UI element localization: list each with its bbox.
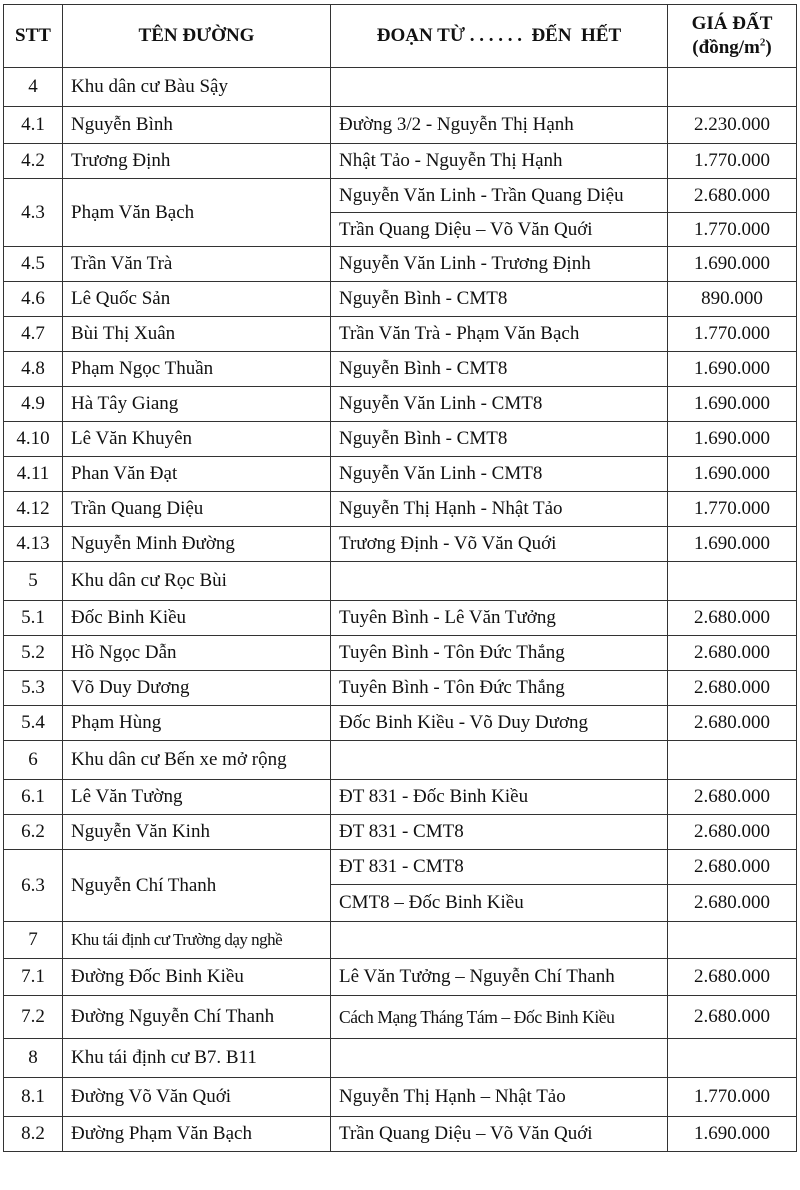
header-segment: ĐOẠN TỪ . . . . . . ĐẾN HẾT <box>331 5 668 68</box>
row-price: 2.680.000 <box>668 959 797 996</box>
row-street-name: Trần Quang Diệu <box>63 492 331 527</box>
group-segment-empty <box>331 68 668 107</box>
row-stt: 4.2 <box>4 144 63 179</box>
row-street-name: Võ Duy Dương <box>63 671 331 706</box>
table-row <box>4 1117 797 1152</box>
table-row <box>4 706 797 741</box>
group-price-empty <box>668 741 797 780</box>
row-price: 1.770.000 <box>668 1078 797 1117</box>
land-price-table <box>3 4 797 1152</box>
row-street-name: Lê Quốc Sản <box>63 282 331 317</box>
row-stt: 5.1 <box>4 601 63 636</box>
row-segment: Nguyễn Bình - CMT8 <box>331 282 668 317</box>
row-street-name: Đường Võ Văn Quới <box>63 1078 331 1117</box>
row-street-name: Hồ Ngọc Dẫn <box>63 636 331 671</box>
row-price: 2.680.000 <box>668 815 797 850</box>
row-price: 2.680.000 <box>668 780 797 815</box>
row-street-name: Nguyễn Minh Đường <box>63 527 331 562</box>
group-name: Khu tái định cư Trường dạy nghề <box>63 922 331 959</box>
row-street-name: Đường Nguyễn Chí Thanh <box>63 996 331 1039</box>
row-price: 1.770.000 <box>668 492 797 527</box>
row-segment: Cách Mạng Tháng Tám – Đốc Binh Kiều <box>331 996 668 1039</box>
group-price-empty <box>668 1039 797 1078</box>
row-stt: 6.3 <box>4 850 63 922</box>
row-segment: Lê Văn Tưởng – Nguyễn Chí Thanh <box>331 959 668 996</box>
row-price: 2.680.000 <box>668 850 797 885</box>
table-row <box>4 387 797 422</box>
row-stt: 4.7 <box>4 317 63 352</box>
group-stt: 5 <box>4 562 63 601</box>
header-street-name: TÊN ĐƯỜNG <box>63 5 331 68</box>
group-stt: 8 <box>4 1039 63 1078</box>
row-street-name: Đốc Binh Kiều <box>63 601 331 636</box>
row-price: 1.690.000 <box>668 527 797 562</box>
row-price: 2.680.000 <box>668 179 797 213</box>
row-segment: Tuyên Bình - Lê Văn Tưởng <box>331 601 668 636</box>
group-price-empty <box>668 922 797 959</box>
row-street-name: Phạm Văn Bạch <box>63 179 331 247</box>
table-row <box>4 144 797 179</box>
row-stt: 4.10 <box>4 422 63 457</box>
table-row <box>4 179 797 213</box>
row-segment: Nhật Tảo - Nguyễn Thị Hạnh <box>331 144 668 179</box>
row-stt: 7.2 <box>4 996 63 1039</box>
table-row <box>4 959 797 996</box>
group-row <box>4 1039 797 1078</box>
row-stt: 4.5 <box>4 247 63 282</box>
header-price-line1: GIÁ ĐẤT <box>691 13 773 34</box>
group-name: Khu tái định cư B7. B11 <box>63 1039 331 1078</box>
row-price: 2.680.000 <box>668 671 797 706</box>
row-segment: Nguyễn Bình - CMT8 <box>331 352 668 387</box>
group-row <box>4 922 797 959</box>
row-street-name: Nguyễn Bình <box>63 107 331 144</box>
row-stt: 8.1 <box>4 1078 63 1117</box>
table-row <box>4 422 797 457</box>
row-street-name: Phan Văn Đạt <box>63 457 331 492</box>
table-row <box>4 636 797 671</box>
row-street-name: Phạm Hùng <box>63 706 331 741</box>
table-row <box>4 317 797 352</box>
group-row <box>4 68 797 107</box>
group-stt: 6 <box>4 741 63 780</box>
row-segment: Trần Quang Diệu – Võ Văn Quới <box>331 1117 668 1152</box>
table-row <box>4 457 797 492</box>
row-segment: Tuyên Bình - Tôn Đức Thắng <box>331 671 668 706</box>
row-street-name: Đường Đốc Binh Kiều <box>63 959 331 996</box>
table-row <box>4 996 797 1039</box>
row-price: 2.680.000 <box>668 636 797 671</box>
row-segment: Nguyễn Văn Linh - Trương Định <box>331 247 668 282</box>
row-street-name: Hà Tây Giang <box>63 387 331 422</box>
table-row <box>4 107 797 144</box>
row-stt: 4.3 <box>4 179 63 247</box>
row-segment: Nguyễn Thị Hạnh - Nhật Tảo <box>331 492 668 527</box>
row-price: 1.690.000 <box>668 247 797 282</box>
row-price: 1.690.000 <box>668 352 797 387</box>
row-stt: 4.11 <box>4 457 63 492</box>
row-segment: Nguyễn Văn Linh - CMT8 <box>331 457 668 492</box>
row-price: 1.770.000 <box>668 317 797 352</box>
table-row <box>4 1078 797 1117</box>
row-price: 2.680.000 <box>668 601 797 636</box>
table-row <box>4 492 797 527</box>
row-price: 1.690.000 <box>668 387 797 422</box>
table-row <box>4 247 797 282</box>
header-price-unit-close: ) <box>765 37 772 58</box>
group-name: Khu dân cư Rọc Bùi <box>63 562 331 601</box>
row-price: 1.770.000 <box>668 144 797 179</box>
row-stt: 5.2 <box>4 636 63 671</box>
group-row <box>4 562 797 601</box>
row-street-name: Nguyễn Chí Thanh <box>63 850 331 922</box>
row-segment: Nguyễn Văn Linh - Trần Quang Diệu <box>331 179 668 213</box>
row-segment: Trương Định - Võ Văn Quới <box>331 527 668 562</box>
group-name: Khu dân cư Bến xe mở rộng <box>63 741 331 780</box>
row-stt: 6.1 <box>4 780 63 815</box>
header-price <box>668 5 797 68</box>
row-price: 1.690.000 <box>668 422 797 457</box>
row-street-name: Bùi Thị Xuân <box>63 317 331 352</box>
row-street-name: Phạm Ngọc Thuần <box>63 352 331 387</box>
table-row <box>4 601 797 636</box>
group-price-empty <box>668 68 797 107</box>
row-segment: ĐT 831 - Đốc Binh Kiều <box>331 780 668 815</box>
row-street-name: Lê Văn Khuyên <box>63 422 331 457</box>
table-row <box>4 780 797 815</box>
table-row <box>4 671 797 706</box>
group-stt: 7 <box>4 922 63 959</box>
row-segment: CMT8 – Đốc Binh Kiều <box>331 885 668 922</box>
group-stt: 4 <box>4 68 63 107</box>
row-stt: 4.6 <box>4 282 63 317</box>
group-segment-empty <box>331 741 668 780</box>
row-price: 1.690.000 <box>668 1117 797 1152</box>
row-street-name: Trương Định <box>63 144 331 179</box>
group-segment-empty <box>331 922 668 959</box>
header-price-unit-exponent: 2 <box>759 36 766 49</box>
header-row <box>4 5 797 68</box>
row-stt: 7.1 <box>4 959 63 996</box>
row-segment: Nguyễn Thị Hạnh – Nhật Tảo <box>331 1078 668 1117</box>
table-row <box>4 282 797 317</box>
row-price: 1.690.000 <box>668 457 797 492</box>
row-stt: 4.9 <box>4 387 63 422</box>
row-stt: 4.13 <box>4 527 63 562</box>
group-segment-empty <box>331 562 668 601</box>
group-price-empty <box>668 562 797 601</box>
row-price: 2.230.000 <box>668 107 797 144</box>
header-price-unit: (đồng/m <box>692 37 760 58</box>
row-stt: 4.12 <box>4 492 63 527</box>
row-stt: 5.3 <box>4 671 63 706</box>
row-street-name: Nguyễn Văn Kinh <box>63 815 331 850</box>
row-segment: Tuyên Bình - Tôn Đức Thắng <box>331 636 668 671</box>
row-street-name: Lê Văn Tường <box>63 780 331 815</box>
row-stt: 6.2 <box>4 815 63 850</box>
row-segment: Nguyễn Bình - CMT8 <box>331 422 668 457</box>
header-stt: STT <box>4 5 63 68</box>
row-stt: 4.8 <box>4 352 63 387</box>
row-stt: 5.4 <box>4 706 63 741</box>
table-row <box>4 850 797 885</box>
row-street-name: Đường Phạm Văn Bạch <box>63 1117 331 1152</box>
row-price: 2.680.000 <box>668 706 797 741</box>
row-segment: Đốc Binh Kiều - Võ Duy Dương <box>331 706 668 741</box>
row-street-name: Trần Văn Trà <box>63 247 331 282</box>
row-segment: Trần Văn Trà - Phạm Văn Bạch <box>331 317 668 352</box>
header-price-line2 <box>676 36 788 60</box>
row-segment: ĐT 831 - CMT8 <box>331 850 668 885</box>
row-price: 2.680.000 <box>668 885 797 922</box>
row-price: 890.000 <box>668 282 797 317</box>
table-row <box>4 527 797 562</box>
row-segment: Trần Quang Diệu – Võ Văn Quới <box>331 213 668 247</box>
row-price: 1.770.000 <box>668 213 797 247</box>
table-row <box>4 352 797 387</box>
row-segment: Đường 3/2 - Nguyễn Thị Hạnh <box>331 107 668 144</box>
group-row <box>4 741 797 780</box>
group-segment-empty <box>331 1039 668 1078</box>
row-segment: Nguyễn Văn Linh - CMT8 <box>331 387 668 422</box>
row-stt: 4.1 <box>4 107 63 144</box>
group-name: Khu dân cư Bàu Sậy <box>63 68 331 107</box>
row-stt: 8.2 <box>4 1117 63 1152</box>
table-row <box>4 815 797 850</box>
row-segment: ĐT 831 - CMT8 <box>331 815 668 850</box>
row-price: 2.680.000 <box>668 996 797 1039</box>
